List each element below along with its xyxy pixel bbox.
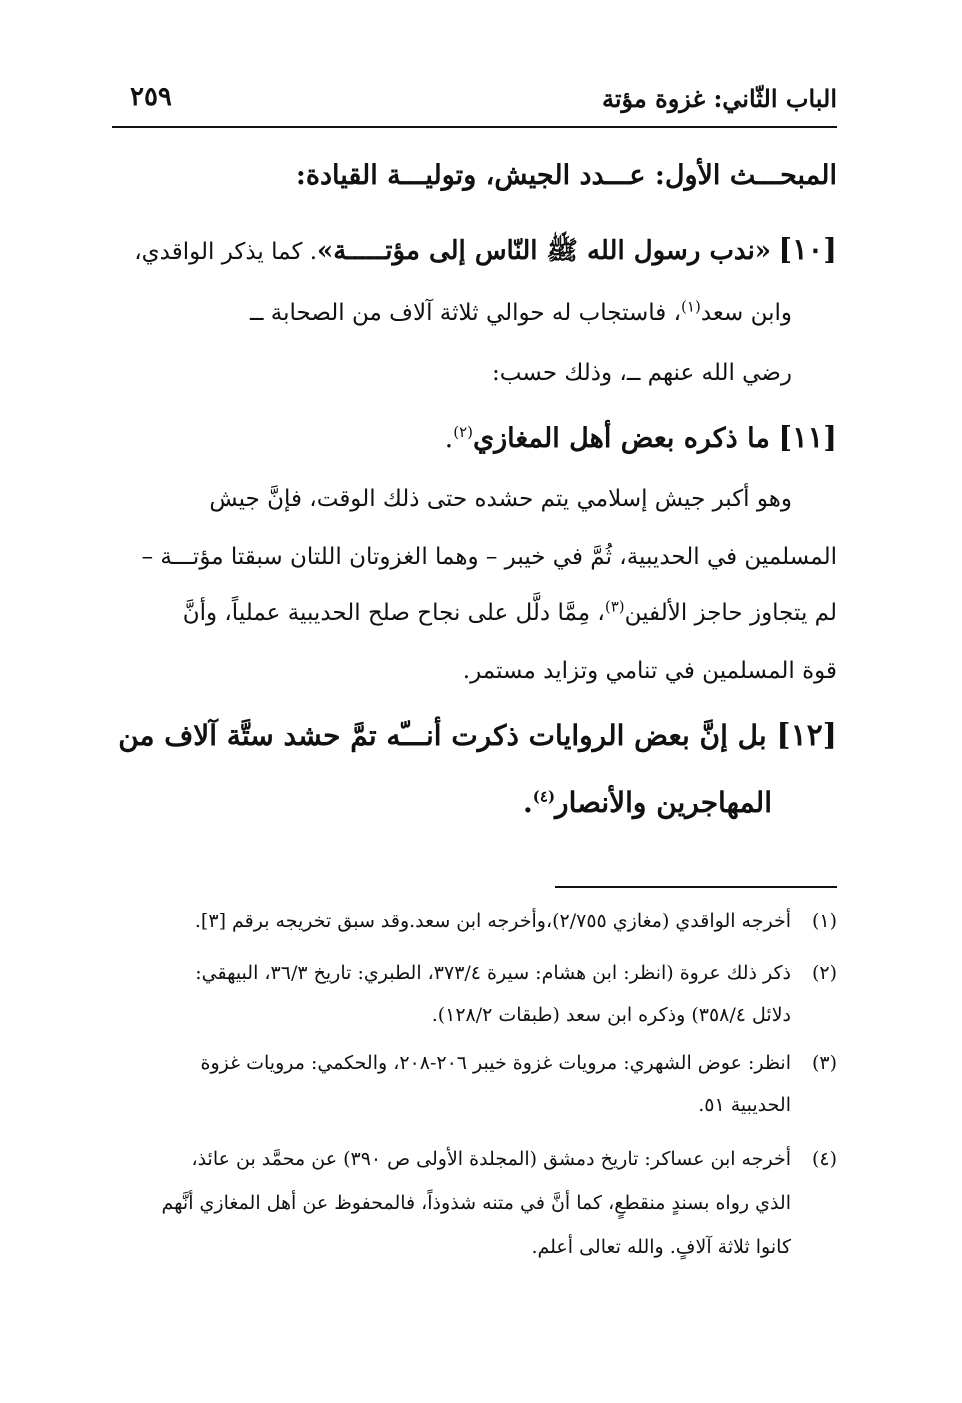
paragraph-10-line-3 bbox=[492, 360, 792, 386]
paragraph-text: بل إنَّ بعض الروايات ذكرت أنـــّه تمَّ حشد ستَّة آلاف من bbox=[118, 719, 767, 752]
footnote-rule bbox=[555, 886, 837, 888]
paragraph-text: رضي الله عنهم ــ، وذلك حسب: bbox=[492, 360, 792, 386]
running-header bbox=[112, 80, 837, 124]
section-title: المبحـــث الأول: عـــدد الجيش، وتوليـــة القيادة: bbox=[295, 160, 837, 191]
footnote-text: دلائل ٣٥٨/٤) وذكره ابن سعد (طبقات ١٢٨/٢). bbox=[431, 1004, 791, 1026]
paragraph-12-line-2 bbox=[523, 786, 772, 819]
footnote-text: انظر: عوض الشهري: مرويات غزوة خيبر ٢٠٦-٢٠٨، والحكمي: مرويات غزوة bbox=[200, 1052, 791, 1074]
header-rule bbox=[112, 126, 837, 128]
paragraph-12-line-1 bbox=[118, 718, 837, 753]
paragraph-text: ، فاستجاب له حوالي ثلاثة آلاف من الصحابة ــ bbox=[249, 300, 682, 326]
footnote-ref: (٢) bbox=[453, 423, 473, 441]
paragraph-text: قوة المسلمين في تنامي وتزايد مستمر. bbox=[462, 658, 837, 684]
body-line-4 bbox=[463, 658, 837, 684]
paragraph-text: لم يتجاوز حاجز الألفين bbox=[624, 600, 837, 626]
footnote-number: (٢) bbox=[811, 962, 837, 984]
body-line-1 bbox=[209, 486, 792, 512]
paragraph-text: . bbox=[444, 423, 454, 454]
paragraph-text: المهاجرين والأنصار bbox=[555, 786, 772, 819]
chapter-title: الباب الثّاني: غزوة مؤتة bbox=[601, 84, 837, 113]
footnote-number: (٣) bbox=[811, 1052, 837, 1074]
paragraph-text: ما ذكره بعض أهل المغازي bbox=[473, 423, 770, 454]
paragraph-number: [١٠] bbox=[778, 232, 837, 266]
footnote-text: الذي رواه بسندٍ منقطعٍ، كما أنَّ في متنه شذوذاً، فالمحفوظ عن أهل المغازي أنَّهم bbox=[161, 1192, 791, 1214]
paragraph-10-line-2 bbox=[249, 297, 792, 326]
footnote-text: ذكر ذلك عروة (انظر: ابن هشام: سيرة ٣٧٣/٤، الطبري: تاريخ ٣٦/٣، البيهقي: bbox=[195, 962, 791, 984]
paragraph-10-line-1 bbox=[134, 232, 837, 272]
page-number: ٢٥٩ bbox=[130, 82, 172, 112]
paragraph-number: [١٢] bbox=[776, 718, 837, 753]
footnote-ref: (٣) bbox=[604, 597, 625, 616]
footnote-ref: (٤) bbox=[532, 787, 556, 806]
footnote-number: (١) bbox=[811, 910, 837, 932]
footnote-ref: (١) bbox=[681, 297, 701, 316]
footnote-text: أخرجه الواقدي (مغازي ٢/٧٥٥)،وأخرجه ابن سعد.وقد سبق تخريجه برقم [٣]. bbox=[194, 910, 791, 932]
footnote-text: أخرجه ابن عساكر: تاريخ دمشق (المجلدة الأولى ص ٣٩٠) عن محمَّد بن عائذ، bbox=[191, 1148, 791, 1170]
paragraph-text: . bbox=[523, 786, 533, 819]
paragraph-text: وهو أكبر جيش إسلامي يتم حشده حتى ذلك الوقت، فإنَّ جيش bbox=[209, 486, 792, 512]
footnote-text: كانوا ثلاثة آلافٍ. والله تعالى أعلم. bbox=[531, 1236, 791, 1258]
footnote-number: (٤) bbox=[811, 1148, 837, 1170]
footnote-text: الحديبية ٥١. bbox=[698, 1094, 791, 1116]
paragraph-text: . كما يذكر الواقدي، bbox=[134, 239, 318, 265]
paragraph-number: [١١] bbox=[778, 420, 837, 454]
hadith-quote: «ندب رسول الله ﷺ النّاس إلى مؤتـــــة» bbox=[317, 236, 772, 266]
paragraph-text: المسلمين في الحديبية، ثُمَّ في خيبر – وهما الغزوتان اللتان سبقتا مؤتـــة – bbox=[141, 544, 837, 570]
paragraph-11 bbox=[445, 420, 837, 454]
paragraph-text: وابن سعد bbox=[700, 300, 792, 326]
paragraph-text: ، مِمَّا دلَّل على نجاح صلح الحديبية عملياً، وأنَّ bbox=[182, 600, 605, 626]
body-line-3 bbox=[182, 597, 837, 626]
body-line-2 bbox=[142, 544, 837, 570]
